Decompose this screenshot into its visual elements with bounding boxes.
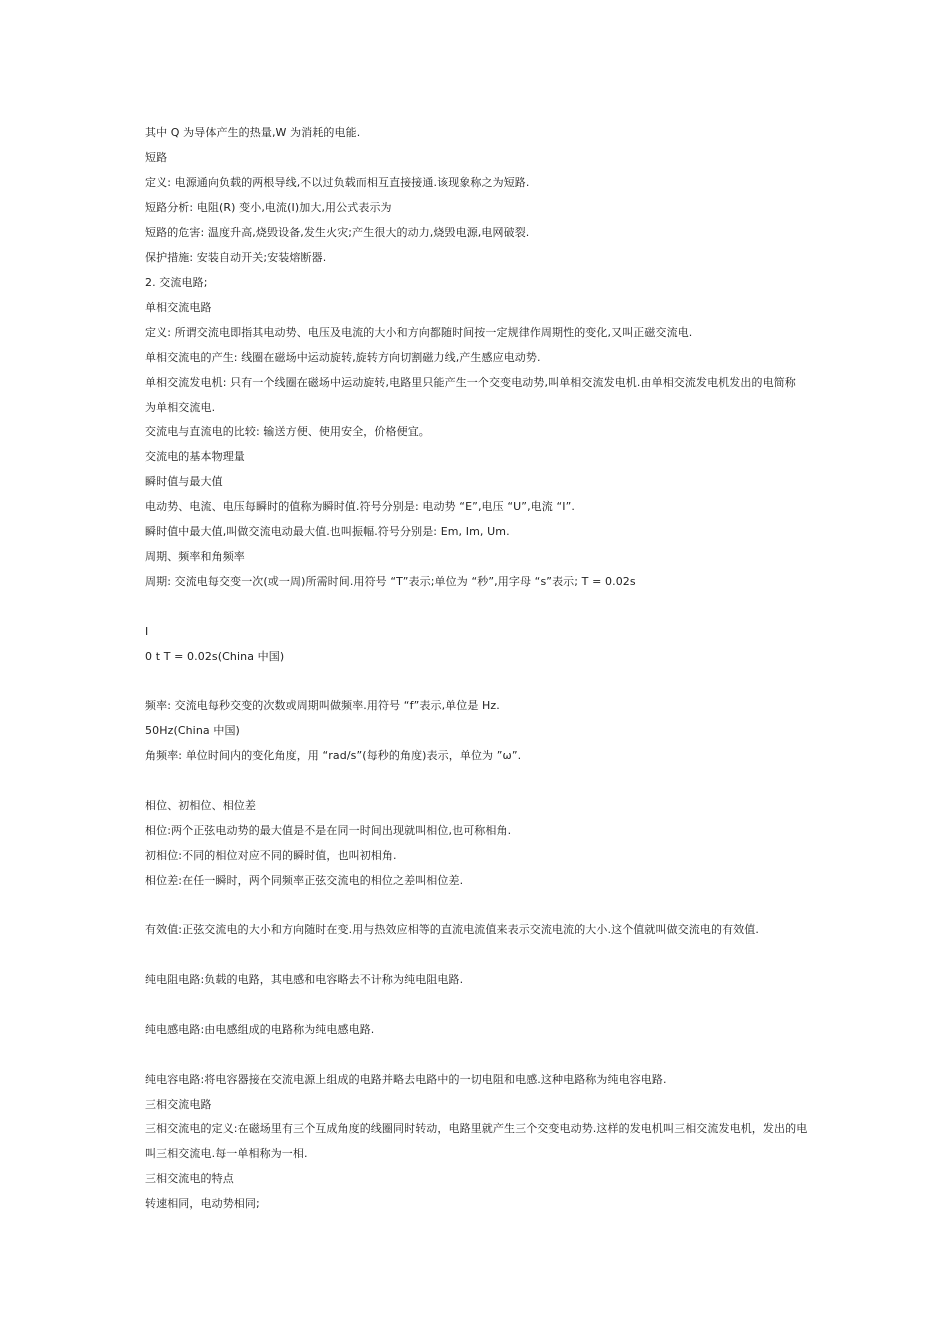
text-line: 初相位:不同的相位对应不同的瞬时值，也叫初相角. bbox=[145, 849, 397, 862]
text-line: 短路分析: 电阻(R) 变小,电流(I)加大,用公式表示为 bbox=[145, 201, 392, 214]
text-line: 单相交流发电机: 只有一个线圈在磁场中运动旋转,电路里只能产生一个交变电动势,叫单相交流发电机.由单相交流发电机发出的电简称 bbox=[145, 376, 796, 389]
text-line: 保护措施: 安装自动开关;安装熔断器. bbox=[145, 251, 327, 264]
text-line: 纯电容电路:将电容器接在交流电源上组成的电路并略去电路中的一切电阻和电感.这种电路称为纯电容电路. bbox=[145, 1073, 667, 1086]
text-line: 交流电与直流电的比较: 输送方便、使用安全，价格便宜。 bbox=[145, 425, 430, 438]
heading-period-frequency: 周期、频率和角频率 bbox=[145, 550, 245, 563]
text-line: 有效值:正弦交流电的大小和方向随时在变.用与热效应相等的直流电流值来表示交流电流的大小.这个值就叫做交流电的有效值. bbox=[145, 923, 759, 936]
heading-short-circuit: 短路 bbox=[145, 151, 168, 164]
text-line: 叫三相交流电.每一单相称为一相. bbox=[145, 1147, 308, 1160]
text-line: 单相交流电的产生: 线圈在磁场中运动旋转,旋转方向切割磁力线,产生感应电动势. bbox=[145, 351, 541, 364]
text-line: 50Hz(China 中国) bbox=[145, 724, 240, 737]
text-line: 转速相同，电动势相同; bbox=[145, 1197, 260, 1210]
text-line: 定义: 电源通向负载的两根导线,不以过负载而相互直接接通.该现象称之为短路. bbox=[145, 176, 530, 189]
heading-basic-quantities: 交流电的基本物理量 bbox=[145, 450, 245, 463]
text-line: 相位:两个正弦电动势的最大值是不是在同一时间出现就叫相位,也可称相角. bbox=[145, 824, 512, 837]
text-line: 周期: 交流电每交变一次(或一周)所需时间.用符号 “T”表示;单位为 “秒”,用字母 “s”表示; T = 0.02s bbox=[145, 575, 636, 588]
heading-three-phase-features: 三相交流电的特点 bbox=[145, 1172, 234, 1185]
heading-single-phase: 单相交流电路 bbox=[145, 301, 212, 314]
text-line: 其中 Q 为导体产生的热量,W 为消耗的电能. bbox=[145, 126, 361, 139]
text-line: 短路的危害: 温度升高,烧毁设备,发生火灾;产生很大的动力,烧毁电源,电网破裂. bbox=[145, 226, 530, 239]
heading-instant-max: 瞬时值与最大值 bbox=[145, 475, 223, 488]
text-line: 定义: 所谓交流电即指其电动势、电压及电流的大小和方向都随时间按一定规律作周期性的变化,又叫正磁交流电. bbox=[145, 326, 693, 339]
text-line: I bbox=[145, 625, 149, 638]
heading-ac-circuit: 2. 交流电路; bbox=[145, 276, 208, 289]
text-line: 相位差:在任一瞬时，两个同频率正弦交流电的相位之差叫相位差. bbox=[145, 874, 464, 887]
text-line: 0 t T = 0.02s(China 中国) bbox=[145, 650, 285, 663]
text-line: 瞬时值中最大值,叫做交流电动最大值.也叫振幅.符号分别是: Em, Im, Um. bbox=[145, 525, 510, 538]
heading-three-phase: 三相交流电路 bbox=[145, 1098, 212, 1111]
text-line: 电动势、电流、电压每瞬时的值称为瞬时值.符号分别是: 电动势 “E”,电压 “U”,电流 “I”. bbox=[145, 500, 576, 513]
text-line: 三相交流电的定义:在磁场里有三个互成角度的线圈同时转动，电路里就产生三个交变电动势.这样的发电机叫三相交流发电机，发出的电 bbox=[145, 1122, 808, 1135]
text-line: 角频率: 单位时间内的变化角度，用 “rad/s”(每秒的角度)表示，单位为 ”ω”. bbox=[145, 749, 522, 762]
heading-phase: 相位、初相位、相位差 bbox=[145, 799, 256, 812]
text-line: 纯电阻电路:负载的电路，其电感和电容略去不计称为纯电阻电路. bbox=[145, 973, 464, 986]
text-line: 纯电感电路:由电感组成的电路称为纯电感电路. bbox=[145, 1023, 375, 1036]
text-line: 为单相交流电. bbox=[145, 401, 216, 414]
text-line: 频率: 交流电每秒交变的次数或周期叫做频率.用符号 “f”表示,单位是 Hz. bbox=[145, 699, 500, 712]
